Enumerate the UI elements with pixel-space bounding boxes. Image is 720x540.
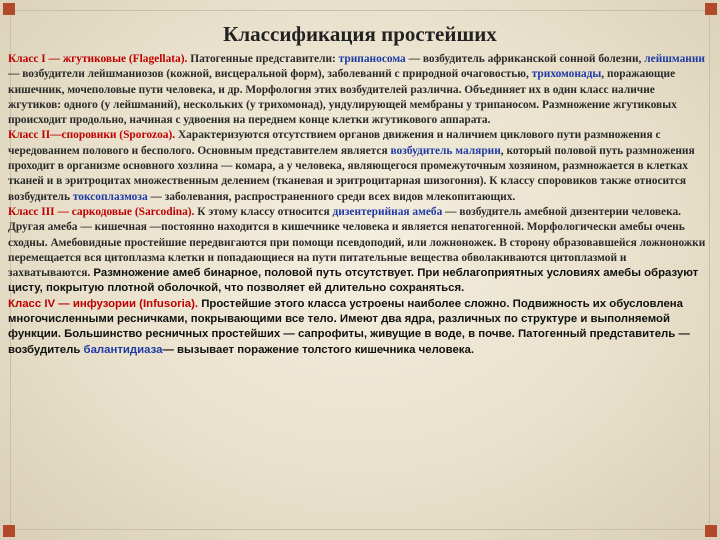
slide-body [8,52,708,358]
class-2-heading: Класс II—споровики (Sporozoa). [8,129,176,142]
class-1-paragraph: Класс I — жгутиковые (Flagellata). Патогенные представители: трипаносома — возбудитель африканской сонной болезни, лейшмании — возбудители лейшманиозов (кожной, висцеральной форм), заболеваний с природной очаговостью, трихомонады, поражающие кишечник, мочеполовые пути человека, и др. Морфология этих возбудителей различна. Объединяет их в один класс наличие жгутиков: одного (у лейшманий), нескольких (у трихомонад), ундулирующей мембраны у трипаносом. Размножение жгутиковых происходит продольно, начиная с удвоения на переднем конце клетки жгутикового аппарата. [8,53,705,127]
corner-square-decoration [705,3,717,15]
corner-square-decoration [3,525,15,537]
pathogen-term: возбудитель малярии [390,144,501,157]
class-3-paragraph: Класс III — саркодовые (Sarcodina). К этому классу относится дизентерийная амеба — возбудитель амебной дизентерии человека. Другая амеба — кишечная —постоянно находится в кишечнике человека и является непатогенной. Морфологически амебы очень сходны. Амебовидные простейшие передвигаются при помощи псевдоподий, или ложноножек. В сторону образовавшейся ложноножки перемещается вся цитоплазма клетки и попадающиеся на пути питательные вещества обволакиваются цитоплазмой и захватываются. Размножение амеб бинарное, половой путь отсутствует. При неблагоприятных условиях амебы образуют цисту, покрытую плотной оболочкой, что позволяет ей длительно сохраняться. [8,205,706,295]
pathogen-term: трихомонады [531,68,602,81]
pathogen-term: токсоплазмоза [72,190,148,203]
corner-square-decoration [705,525,717,537]
class-2-paragraph: Класс II—споровики (Sporozoa). Характеризуются отсутствием органов движения и наличием циклового пути размножения с чередованием полового и бесполого. Основным представителем является возбудитель малярии, который половой путь размножения проходит в организме основного хозлина — комара, а у человека, являющегося промежуточным хозяином, размножается в клетках тканей и в эритроцитах множественным делением (тканевая и эритроцитарная шизогония). К классу споровиков также относится возбудитель токсоплазмоза — заболевания, распространенного среди всех видов млекопитающих. [8,129,695,203]
class-4-heading: Класс IV — инфузории (Infusoria). [8,297,199,310]
corner-square-decoration [3,3,15,15]
pathogen-term: дизентерийная амеба [332,205,443,218]
class-4-paragraph: Класс IV — инфузории (Infusoria). Простейшие этого класса устроены наиболее сложно. Подвижность их обусловлена многочисленными ресничками, покрывающими все тело. Имеют два ядра, различных по структуре и выполняемой функции. Большинство ресничных простейших — сапрофиты, живущие в воде, в почве. Патогенный представитель — возбудитель балантидиаза— вызывает поражение толстого кишечника человека. [8,297,690,356]
pathogen-term: балантидиаза [83,343,163,356]
slide-title: Классификация простейших [223,22,497,46]
class-1-heading: Класс I — жгутиковые (Flagellata). [8,53,188,65]
class-3-heading: Класс III — саркодовые (Sarcodina). [8,205,195,218]
pathogen-term: лейшмании [644,53,705,65]
pathogen-term: трипаносома [338,53,406,65]
